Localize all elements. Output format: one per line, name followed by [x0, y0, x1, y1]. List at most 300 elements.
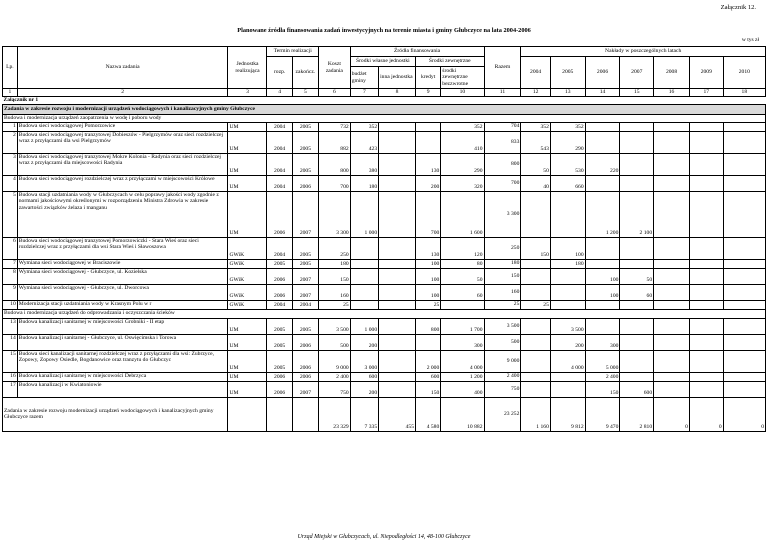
row-y2010 [723, 284, 765, 300]
header-term: Termin realizacji [267, 47, 319, 57]
row-budget: 423 [350, 131, 378, 153]
row-task-name: Budowa kanalizacji sanitarnej w miejscowości Debrzyca [17, 372, 228, 381]
row-y2010 [723, 259, 765, 268]
row-y2007: 600 [620, 381, 654, 397]
row-task-name: Budowa kanalizacji w Kwiatoniowie [17, 381, 228, 397]
table-row [3, 259, 766, 268]
table-row [3, 131, 766, 153]
row-end: 2005 [292, 259, 318, 268]
row-ext: 410 [441, 131, 484, 153]
header-year-2010: 2010 [723, 57, 765, 89]
row-end: 2006 [292, 175, 318, 191]
row-lp: 1 [3, 122, 18, 131]
row-y2005: 200 [550, 334, 585, 350]
summary-y2010: 0 [723, 397, 765, 431]
row-ext: 1 200 [441, 372, 484, 381]
row-y2006 [585, 175, 620, 191]
footer-address: Urząd Miejski w Głubczycach, ul. Niepodległości 14, 48-100 Głubczyce [297, 534, 471, 540]
table-row [3, 237, 766, 259]
row-unit: GWiK [228, 237, 267, 259]
row-cost: 150 [319, 268, 351, 284]
row-total: 2 400 [484, 372, 521, 381]
summary-y2004: 1 160 [521, 397, 551, 431]
row-lp: 7 [3, 259, 18, 268]
table-row [3, 122, 766, 131]
summary-end [292, 397, 318, 431]
row-unit: GWiK [228, 268, 267, 284]
row-y2004: 50 [521, 153, 551, 175]
row-credit: 100 [416, 259, 441, 268]
row-credit: 130 [416, 237, 441, 259]
row-budget: 352 [350, 122, 378, 131]
row-unit: UM [228, 175, 267, 191]
row-lp: 2 [3, 131, 18, 153]
row-budget [350, 300, 378, 309]
row-y2009 [689, 153, 723, 175]
row-task-name: Budowa sieci wodociągowej Pomorzowice [17, 122, 228, 131]
col-num: 13 [550, 89, 585, 97]
row-y2009 [689, 268, 723, 284]
subsection-title-water: Budowa i modernizacja urządzeń zaopatrzenia w wodę i poboru wody [3, 114, 766, 122]
row-total: 180 [484, 259, 521, 268]
row-y2005: 100 [550, 237, 585, 259]
row-y2009 [689, 372, 723, 381]
row-y2004: 40 [521, 175, 551, 191]
row-start: 2006 [267, 191, 292, 237]
col-num: 14 [585, 89, 620, 97]
row-y2010 [723, 372, 765, 381]
row-ext: 400 [441, 381, 484, 397]
row-y2009 [689, 318, 723, 334]
header-year-2005: 2005 [550, 57, 585, 89]
row-task-name: Budowa sieci kanalizacji sanitarnej rozdzielczej wraz z przyłączami dla wsi: Zubrzyce, Zopowy, Zopowy Osiedle, Bogdanowice oraz tranzytu do Głubczyc [17, 350, 228, 372]
col-num: 17 [689, 89, 723, 97]
summary-total: 23 252 [484, 397, 521, 431]
row-credit: 2 000 [416, 350, 441, 372]
col-num: 12 [521, 89, 551, 97]
row-ext: 60 [441, 284, 484, 300]
header-task-name: Nazwa zadania [17, 47, 228, 89]
column-numbers-row [3, 89, 766, 97]
row-task-name: Budowa sieci wodociągowej rozdzielczej wraz z przyłączami w miejscowości Królowe [17, 175, 228, 191]
row-lp: 15 [3, 350, 18, 372]
row-unit: UM [228, 122, 267, 131]
row-ext [441, 300, 484, 309]
row-start: 2006 [267, 284, 292, 300]
header-row-1 [3, 47, 766, 57]
row-ext: 4 000 [441, 350, 484, 372]
row-unit: UM [228, 381, 267, 397]
row-lp: 4 [3, 175, 18, 191]
row-other [379, 131, 416, 153]
unit-label: w tys zł [741, 37, 759, 43]
col-num: 2 [17, 89, 228, 97]
row-other [379, 318, 416, 334]
row-start: 2006 [267, 372, 292, 381]
row-total: 160 [484, 284, 521, 300]
row-y2006: 100 [585, 268, 620, 284]
row-cost: 2 400 [319, 372, 351, 381]
row-total: 150 [484, 268, 521, 284]
row-other [379, 175, 416, 191]
summary-unit [228, 397, 267, 431]
row-end: 2005 [292, 122, 318, 131]
row-y2008 [654, 318, 690, 334]
header-year-2009: 2009 [689, 57, 723, 89]
row-other [379, 381, 416, 397]
row-cost: 882 [319, 131, 351, 153]
row-cost: 732 [319, 122, 351, 131]
row-other [379, 350, 416, 372]
row-start: 2004 [267, 175, 292, 191]
row-start: 2005 [267, 334, 292, 350]
row-y2009 [689, 334, 723, 350]
row-y2008 [654, 131, 690, 153]
row-start: 2005 [267, 259, 292, 268]
summary-y2005: 9 812 [550, 397, 585, 431]
row-task-name: Wymiana sieci wodociągowej - Głubczyce, ul. Dworcowa [17, 284, 228, 300]
row-end: 2007 [292, 381, 318, 397]
row-y2004 [521, 268, 551, 284]
table-row [3, 381, 766, 397]
row-credit: 600 [416, 372, 441, 381]
row-start: 2006 [267, 381, 292, 397]
row-cost: 180 [319, 259, 351, 268]
row-total: 500 [484, 334, 521, 350]
row-task-name: Wymiana sieci wodociągowej - Głubczyce, ul. Kozielska [17, 268, 228, 284]
col-num: 8 [379, 89, 416, 97]
sewage-rows [3, 318, 766, 397]
col-num: 9 [416, 89, 441, 97]
row-cost: 160 [319, 284, 351, 300]
summary-row [3, 397, 766, 431]
row-start: 2006 [267, 268, 292, 284]
summary-y2009: 0 [689, 397, 723, 431]
row-y2005: 660 [550, 175, 585, 191]
row-lp: 10 [3, 300, 18, 309]
header-budget: budżet gminy [350, 67, 378, 89]
row-lp: 5 [3, 191, 18, 237]
row-y2008 [654, 372, 690, 381]
row-unit: UM [228, 372, 267, 381]
row-y2008 [654, 122, 690, 131]
row-y2006: 2 400 [585, 372, 620, 381]
investment-table [2, 46, 766, 432]
row-ext: 120 [441, 237, 484, 259]
row-end: 2005 [292, 318, 318, 334]
col-num: 7 [350, 89, 378, 97]
row-y2010 [723, 350, 765, 372]
row-total: 250 [484, 237, 521, 259]
row-y2004 [521, 350, 551, 372]
row-start: 2004 [267, 122, 292, 131]
row-y2010 [723, 175, 765, 191]
row-unit: GWiK [228, 284, 267, 300]
row-start: 2005 [267, 350, 292, 372]
row-lp: 9 [3, 284, 18, 300]
row-task-name: Budowa kanalizacji sanitarnej w miejscowości Grobniki - II etap [17, 318, 228, 334]
row-lp: 17 [3, 381, 18, 397]
row-budget: 3 000 [350, 350, 378, 372]
summary-y2008: 0 [654, 397, 690, 431]
row-y2010 [723, 237, 765, 259]
row-lp: 16 [3, 372, 18, 381]
col-num: 3 [228, 89, 267, 97]
row-end: 2007 [292, 191, 318, 237]
row-end: 2007 [292, 284, 318, 300]
row-end: 2005 [292, 153, 318, 175]
annex-row [3, 96, 766, 104]
row-y2004: 543 [521, 131, 551, 153]
row-y2007 [620, 237, 654, 259]
row-task-name: Budowa kanalizacji sanitarnej - Głubczyce, ul. Oswięcimska i Torowa [17, 334, 228, 350]
row-budget: 200 [350, 334, 378, 350]
row-y2006 [585, 300, 620, 309]
row-other [379, 259, 416, 268]
row-end: 2005 [292, 237, 318, 259]
row-y2006 [585, 131, 620, 153]
row-task-name: Budowa sieci wodociągowej tranzytowej Pomorzowiczki - Stara Wieś oraz sieci rozdzielczej wraz z przyłączami dla wsi Stara Wieś i Sławoszowa [17, 237, 228, 259]
row-ext: 50 [441, 268, 484, 284]
row-credit: 700 [416, 191, 441, 237]
row-task-name: Wymiana sieci wodociągowej w Braciszowie [17, 259, 228, 268]
header-credit: kredyt [416, 67, 441, 89]
row-cost: 25 [319, 300, 351, 309]
row-y2010 [723, 381, 765, 397]
row-total: 800 [484, 153, 521, 175]
row-credit [416, 131, 441, 153]
col-num: 11 [484, 89, 521, 97]
table-row [3, 318, 766, 334]
row-lp: 13 [3, 318, 18, 334]
header-start: rozp. [267, 57, 292, 89]
row-budget [350, 237, 378, 259]
row-y2008 [654, 268, 690, 284]
header-total: Razem [484, 47, 521, 89]
row-y2005: 3 500 [550, 318, 585, 334]
subsection-row-sewage [3, 309, 766, 318]
row-other [379, 284, 416, 300]
row-cost: 500 [319, 334, 351, 350]
row-total: 25 [484, 300, 521, 309]
row-total: 833 [484, 131, 521, 153]
row-y2007: 2 100 [620, 191, 654, 237]
row-other [379, 237, 416, 259]
row-credit: 25 [416, 300, 441, 309]
row-y2007 [620, 122, 654, 131]
row-y2005: 530 [550, 153, 585, 175]
row-y2008 [654, 153, 690, 175]
row-y2007 [620, 259, 654, 268]
row-y2004 [521, 381, 551, 397]
row-credit: 150 [416, 381, 441, 397]
row-other [379, 300, 416, 309]
row-y2006: 300 [585, 334, 620, 350]
row-y2008 [654, 175, 690, 191]
row-cost: 700 [319, 175, 351, 191]
table-row [3, 153, 766, 175]
row-other [379, 122, 416, 131]
row-unit: GWiK [228, 259, 267, 268]
row-start: 2004 [267, 153, 292, 175]
table-row [3, 334, 766, 350]
row-y2009 [689, 381, 723, 397]
table-row [3, 191, 766, 237]
row-y2010 [723, 131, 765, 153]
row-unit: UM [228, 191, 267, 237]
summary-y2007: 2 810 [620, 397, 654, 431]
row-y2008 [654, 284, 690, 300]
table-row [3, 268, 766, 284]
row-y2005 [550, 284, 585, 300]
row-credit [416, 122, 441, 131]
row-y2004 [521, 191, 551, 237]
row-y2008 [654, 237, 690, 259]
attachment-label: Załącznik 12. [720, 4, 756, 11]
row-task-name: Budowa sieci wodociągowej tranzytowej Dobieszów - Pielgrzymów oraz sieci rozdzielczej wraz z przyłączami dla wsi Pielgrzymów [17, 131, 228, 153]
row-unit: UM [228, 334, 267, 350]
row-ext: 80 [441, 259, 484, 268]
row-y2006 [585, 318, 620, 334]
section-row [3, 104, 766, 114]
row-y2004 [521, 372, 551, 381]
row-y2007 [620, 318, 654, 334]
row-unit: UM [228, 131, 267, 153]
row-total: 704 [484, 122, 521, 131]
row-credit: 100 [416, 268, 441, 284]
row-total: 9 000 [484, 350, 521, 372]
water-rows [3, 122, 766, 309]
summary-label: Zadania w zakresie rozwoju modernizacji urządzeń wodociągowych i kanalizacyjnych gminy Głubczyce razem [3, 397, 228, 431]
row-budget: 600 [350, 372, 378, 381]
row-y2005 [550, 381, 585, 397]
row-y2008 [654, 350, 690, 372]
row-y2009 [689, 191, 723, 237]
row-y2007 [620, 350, 654, 372]
row-y2004: 352 [521, 122, 551, 131]
row-end: 2004 [292, 300, 318, 309]
header-year-2006: 2006 [585, 57, 620, 89]
row-budget: 380 [350, 153, 378, 175]
row-y2010 [723, 153, 765, 175]
row-credit: 200 [416, 175, 441, 191]
row-y2004 [521, 334, 551, 350]
row-end: 2007 [292, 268, 318, 284]
row-other [379, 191, 416, 237]
row-y2006: 5 000 [585, 350, 620, 372]
row-y2004: 25 [521, 300, 551, 309]
row-ext: 320 [441, 175, 484, 191]
row-ext: 1 700 [441, 318, 484, 334]
row-lp: 14 [3, 334, 18, 350]
col-num: 18 [723, 89, 765, 97]
row-end: 2005 [292, 131, 318, 153]
row-budget [350, 268, 378, 284]
summary-other: 455 [379, 397, 416, 431]
row-y2006 [585, 259, 620, 268]
summary-y2006: 9 470 [585, 397, 620, 431]
row-lp: 8 [3, 268, 18, 284]
table-row [3, 175, 766, 191]
row-other [379, 372, 416, 381]
row-y2009 [689, 350, 723, 372]
row-y2009 [689, 259, 723, 268]
row-y2009 [689, 131, 723, 153]
row-y2009 [689, 122, 723, 131]
header-unit: Jednostka realizująca [228, 47, 267, 89]
row-y2006: 220 [585, 153, 620, 175]
row-y2010 [723, 268, 765, 284]
row-task-name: Budowa sieci wodociągowej tranzytowej Mokre Kolonia - Radynia oraz sieci rozdzielczej wraz z przyłączami dla miejscowości Radynia [17, 153, 228, 175]
summary-budget: 7 335 [350, 397, 378, 431]
header-own: Środki własne jednostki [350, 57, 415, 67]
summary-ext: 10 882 [441, 397, 484, 431]
summary-start [267, 397, 292, 431]
row-lp: 3 [3, 153, 18, 175]
row-other [379, 334, 416, 350]
row-cost: 9 000 [319, 350, 351, 372]
col-num: 1 [3, 89, 18, 97]
row-task-name: Modernizacja stacji uzdatniania wody w Krasnym Polu w r [17, 300, 228, 309]
row-y2004 [521, 259, 551, 268]
row-credit: 800 [416, 318, 441, 334]
row-y2007: 50 [620, 268, 654, 284]
row-y2007 [620, 372, 654, 381]
header-lp: Lp. [3, 47, 18, 89]
row-ext: 290 [441, 153, 484, 175]
row-y2006: 1 200 [585, 191, 620, 237]
row-lp: 6 [3, 237, 18, 259]
row-y2007 [620, 175, 654, 191]
row-total: 750 [484, 381, 521, 397]
row-y2005 [550, 372, 585, 381]
table-row [3, 300, 766, 309]
row-budget: 1 000 [350, 191, 378, 237]
row-cost: 3 300 [319, 191, 351, 237]
row-y2005: 290 [550, 131, 585, 153]
row-ext: 1 600 [441, 191, 484, 237]
row-y2007 [620, 131, 654, 153]
row-y2008 [654, 300, 690, 309]
col-num: 16 [654, 89, 690, 97]
row-cost: 800 [319, 153, 351, 175]
row-y2005 [550, 268, 585, 284]
header-cost: Koszt zadania [319, 47, 351, 89]
subsection-row-water [3, 114, 766, 122]
row-cost: 250 [319, 237, 351, 259]
row-unit: UM [228, 350, 267, 372]
row-cost: 750 [319, 381, 351, 397]
row-y2005 [550, 300, 585, 309]
row-other [379, 153, 416, 175]
summary-credit: 4 580 [416, 397, 441, 431]
row-y2008 [654, 259, 690, 268]
row-ext: 300 [441, 334, 484, 350]
row-budget [350, 259, 378, 268]
row-unit: UM [228, 153, 267, 175]
row-start: 2005 [267, 318, 292, 334]
summary-cost: 23 329 [319, 397, 351, 431]
subsection-title-sewage: Budowa i modernizacja urządzeń do odprowadzania i oczyszczania ścieków [3, 309, 766, 318]
row-y2005 [550, 191, 585, 237]
row-budget [350, 284, 378, 300]
row-y2009 [689, 284, 723, 300]
row-y2004 [521, 284, 551, 300]
header-end: zakończ. [292, 57, 318, 89]
row-start: 2004 [267, 300, 292, 309]
row-y2010 [723, 334, 765, 350]
col-num: 10 [441, 89, 484, 97]
